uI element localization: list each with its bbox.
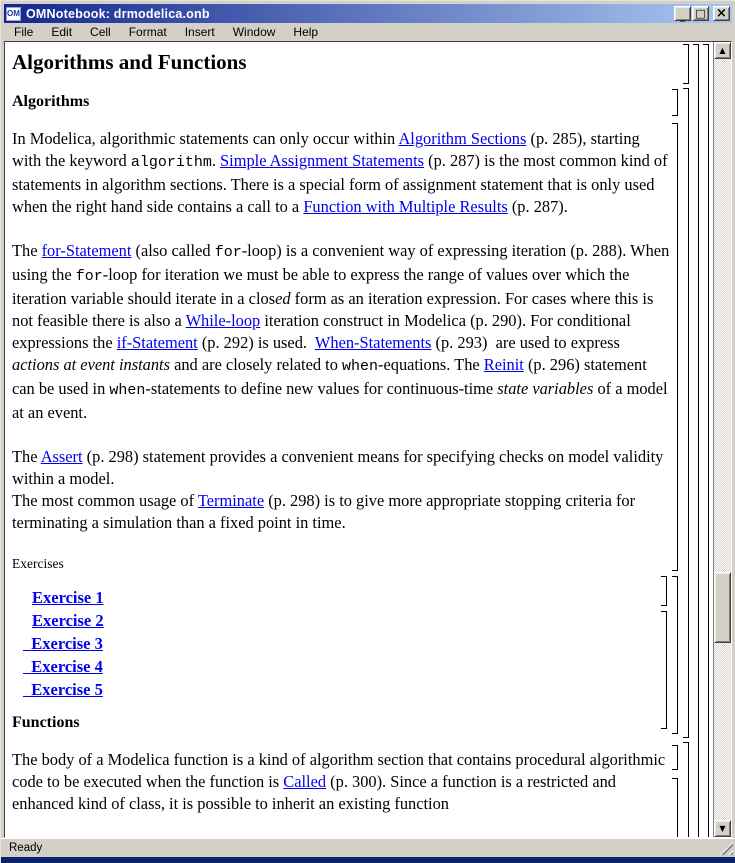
text-segment: (p. 296) statement can be used in (12, 355, 651, 398)
cell-bracket-exercise-links[interactable] (661, 611, 667, 729)
cell-bracket-functions-head[interactable] (672, 745, 678, 770)
menu-cell[interactable]: Cell (90, 25, 111, 39)
text-segment: (p. 287) is the most common kind of statements in algorithm sections. There is a special form of assignment statement that is only used when the right hand side contains a call to a (12, 151, 672, 216)
scrollbar-thumb[interactable] (714, 572, 731, 643)
text-segment: iteration construct in Modelica (p. 290). For conditional expressions the (12, 311, 635, 352)
minimize-button[interactable] (674, 6, 691, 21)
exercise-link[interactable]: Exercise 3 (31, 634, 103, 653)
scrollbar-track[interactable] (714, 59, 731, 820)
menu-bar (4, 23, 732, 41)
group-bracket-functions[interactable] (683, 742, 689, 837)
window-bottom-edge (1, 857, 735, 863)
text-segment: -loop) is a convenient way of expressing iteration (p. 288). When using the (12, 241, 674, 284)
scroll-down-icon: ▼ (719, 823, 726, 833)
section-heading[interactable]: Functions (12, 714, 80, 731)
text-segment: (p. 300). Since a function is a restricted and enhanced kind of class, it is possible to inherit an existing function (12, 772, 621, 813)
list-item (32, 678, 713, 701)
text-cell[interactable] (12, 446, 670, 534)
section-heading[interactable]: Algorithms (12, 93, 90, 110)
exercise-link[interactable]: Exercise 4 (31, 657, 103, 676)
text-cell[interactable] (12, 240, 674, 424)
close-icon: × (716, 6, 727, 21)
cell-bracket-title[interactable] (683, 44, 689, 84)
window-title: OMNotebook: drmodelica.onb (26, 6, 210, 21)
vertical-scrollbar[interactable] (713, 42, 731, 837)
scroll-up-button[interactable] (714, 42, 731, 59)
exercise-link[interactable]: Exercise 5 (31, 680, 103, 699)
doc-link[interactable]: for-Statement (41, 241, 132, 260)
doc-link[interactable]: Simple Assignment Statements (220, 151, 425, 170)
group-bracket-exercises[interactable] (672, 576, 678, 734)
text-segment: (p. 285), starting with the keyword (12, 129, 644, 170)
exercise-link[interactable]: Exercise 1 (32, 588, 104, 607)
doc-link[interactable]: Terminate (197, 491, 265, 510)
cell-bracket-algorithms-head[interactable] (672, 89, 678, 116)
text-segment: -equations. The (378, 355, 484, 374)
text-segment: when (109, 382, 146, 399)
text-segment: for (75, 268, 103, 285)
text-segment: and are closely related to (169, 355, 342, 374)
menu-window[interactable]: Window (232, 25, 276, 39)
status-text: Ready (9, 841, 43, 854)
window-controls (674, 6, 730, 21)
text-cell[interactable] (12, 749, 670, 815)
text-segment: when (342, 358, 379, 375)
minimize-icon: _ (680, 11, 685, 22)
notebook-viewport (5, 42, 713, 837)
cell-bracket-algorithms-text[interactable] (672, 123, 678, 571)
status-bar (1, 838, 735, 857)
text-segment: ed (275, 289, 291, 308)
close-button[interactable] (713, 6, 730, 21)
exercise-link[interactable]: Exercise 2 (32, 611, 104, 630)
doc-link[interactable]: When-Statements (314, 333, 432, 352)
scroll-up-icon: ▲ (719, 45, 726, 55)
menu-help[interactable]: Help (293, 25, 319, 39)
doc-link[interactable]: While-loop (185, 311, 261, 330)
text-segment: The most common usage of (12, 491, 198, 510)
menu-format[interactable]: Format (128, 25, 167, 39)
group-bracket-document[interactable] (703, 44, 709, 837)
doc-link[interactable]: Called (283, 772, 327, 791)
text-segment: of a model at an event. (12, 379, 672, 422)
text-segment: (p. 298) is to give more appropriate stopping criteria for terminating a simulation than a fixed point in time. (12, 491, 640, 532)
text-segment: (p. 298) statement provides a convenient means for specifying checks on model validity within a model. (12, 447, 668, 488)
text-segment: The (12, 447, 41, 466)
list-item (32, 632, 713, 655)
text-segment: actions at event instants (12, 355, 170, 374)
text-segment: . (211, 151, 221, 170)
text-segment: The body of a Modelica function is a kind of algorithm section that contains procedural algorithmic code to be executed when the function is (12, 750, 670, 791)
cell-bracket-exercises-head[interactable] (661, 576, 667, 606)
doc-link[interactable]: Reinit (483, 355, 524, 374)
resize-grip[interactable] (720, 842, 733, 855)
content-view (4, 41, 732, 838)
text-segment: (also called (131, 241, 215, 260)
cell-bracket-functions-text[interactable] (672, 778, 678, 837)
menu-file[interactable]: File (14, 25, 34, 39)
text-segment: algorithm (130, 154, 212, 171)
text-segment: -loop for iteration we must be able to express the range of values over which the iteration variable should iterate in a clos (12, 265, 634, 308)
doc-link[interactable]: if-Statement (116, 333, 198, 352)
list-item (32, 586, 713, 609)
text-segment: (p. 292) is used. (197, 333, 315, 352)
text-segment: (p. 287). (507, 197, 568, 216)
maximize-button[interactable] (692, 6, 709, 21)
doc-link[interactable]: Function with Multiple Results (303, 197, 508, 216)
doc-link[interactable]: Assert (40, 447, 83, 466)
subsection-heading[interactable]: Exercises (12, 556, 64, 571)
document-title[interactable]: Algorithms and Functions (12, 50, 247, 74)
text-segment: In Modelica, algorithmic statements can only occur within (12, 129, 399, 148)
scroll-down-button[interactable] (714, 820, 731, 837)
notebook-document (5, 42, 713, 837)
maximize-icon: □ (695, 7, 706, 20)
text-cell[interactable] (12, 128, 670, 218)
app-icon[interactable]: OM (6, 7, 21, 21)
text-segment: form as an iteration expression. For cases where this is not feasible there is also a (12, 289, 658, 330)
title-bar[interactable] (4, 4, 732, 23)
list-item (32, 655, 713, 678)
exercise-links (32, 586, 713, 701)
group-bracket-algorithms[interactable] (683, 88, 689, 738)
text-segment: -statements to define new values for continuous-time (145, 379, 498, 398)
text-segment: The (12, 241, 42, 260)
text-segment: (p. 293) are used to express (431, 333, 624, 352)
group-bracket-chapter[interactable] (693, 44, 699, 837)
text-segment: for (214, 244, 242, 261)
text-segment: state variables (497, 379, 594, 398)
menu-insert[interactable]: Insert (184, 25, 215, 39)
menu-edit[interactable]: Edit (51, 25, 73, 39)
doc-link[interactable]: Algorithm Sections (398, 129, 527, 148)
list-item (32, 609, 713, 632)
